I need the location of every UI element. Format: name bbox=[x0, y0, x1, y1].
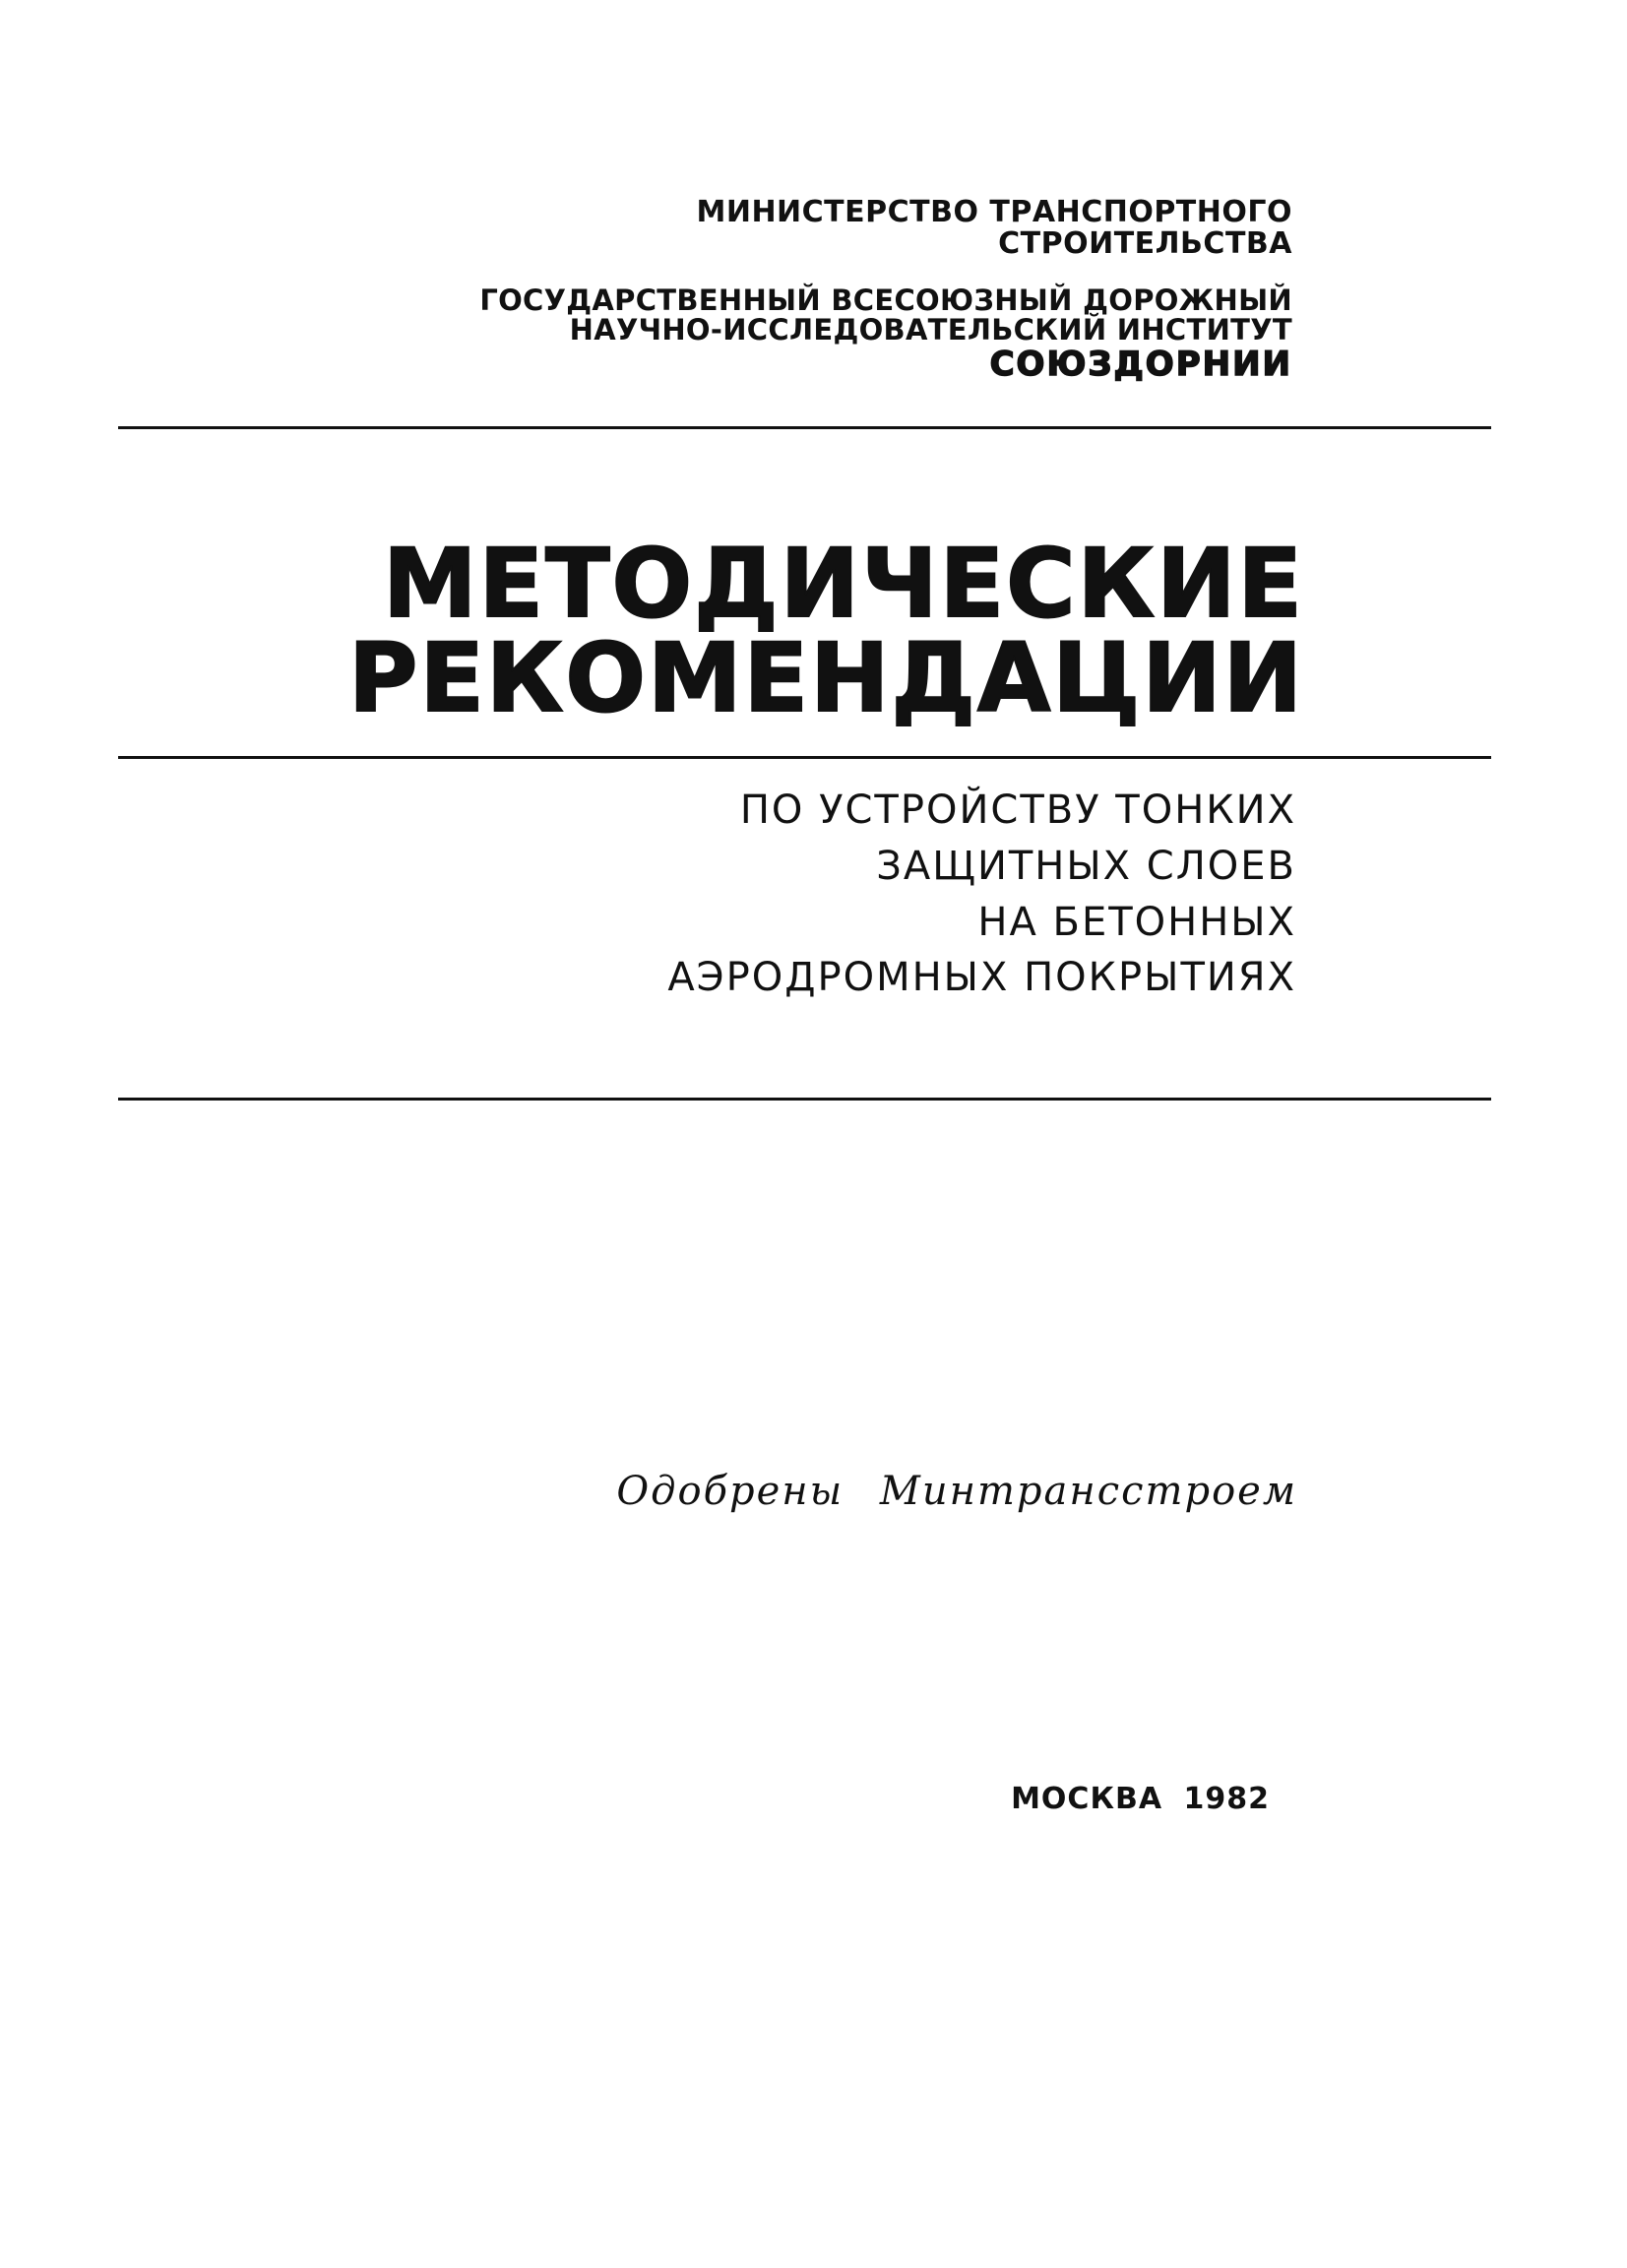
institute-line-1: ГОСУДАРСТВЕННЫЙ ВСЕСОЮЗНЫЙ ДОРОЖНЫЙ bbox=[479, 284, 1292, 317]
divider-top bbox=[118, 426, 1491, 429]
ministry-block bbox=[696, 197, 1292, 259]
ministry-line-1: МИНИСТЕРСТВО ТРАНСПОРТНОГО bbox=[696, 195, 1292, 229]
institute-abbreviation: СОЮЗДОРНИИ bbox=[989, 344, 1292, 384]
title-line-1: МЕТОДИЧЕСКИЕ bbox=[382, 529, 1304, 639]
ministry-line-2: СТРОИТЕЛЬСТВА bbox=[998, 225, 1292, 261]
divider-middle bbox=[118, 756, 1491, 759]
approval-note: Одобрены Минтрансстроем bbox=[616, 1469, 1297, 1514]
document-title bbox=[347, 529, 1304, 733]
institute-line-2: НАУЧНО-ИССЛЕДОВАТЕЛЬСКИЙ ИНСТИТУТ bbox=[569, 313, 1292, 347]
subtitle-line-3: НА БЕТОННЫХ bbox=[977, 899, 1296, 945]
subtitle-line-4: АЭРОДРОМНЫХ ПОКРЫТИЯХ bbox=[667, 955, 1296, 1001]
document-subtitle bbox=[667, 783, 1296, 1006]
publication-imprint: МОСКВА 1982 bbox=[1011, 1782, 1270, 1816]
subtitle-line-2: ЗАЩИТНЫХ СЛОЕВ bbox=[876, 843, 1296, 889]
subtitle-line-1: ПО УСТРОЙСТВУ ТОНКИХ bbox=[739, 788, 1296, 833]
divider-bottom bbox=[118, 1098, 1491, 1101]
institute-block bbox=[479, 285, 1292, 383]
title-line-2: РЕКОМЕНДАЦИИ bbox=[347, 623, 1304, 733]
